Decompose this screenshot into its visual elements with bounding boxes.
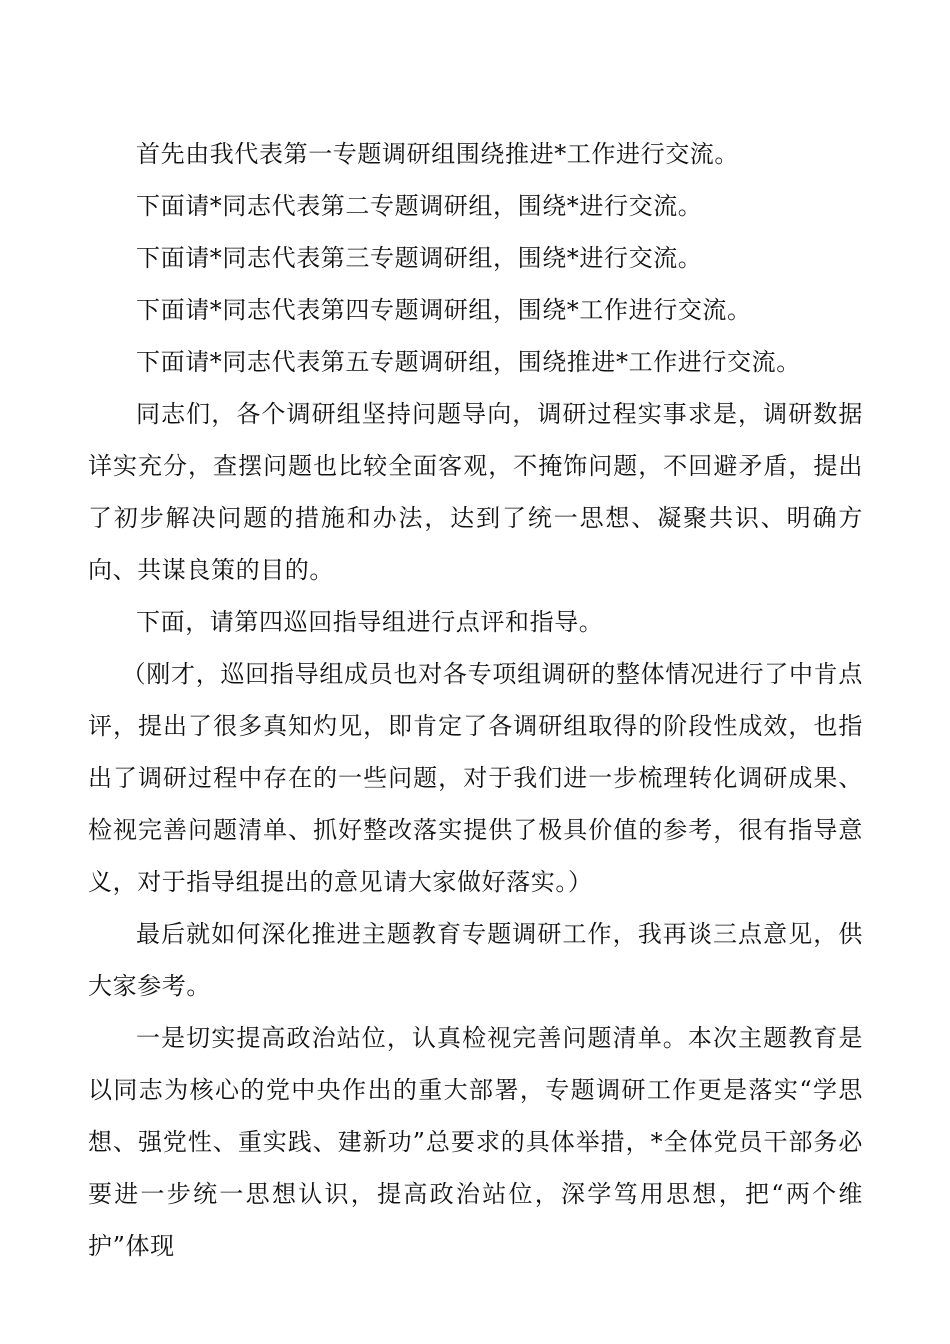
paragraph-7: 下面，请第四巡回指导组进行点评和指导。: [136, 608, 604, 636]
paragraph-10: 一是切实提高政治站位，认真检视完善问题清单。本次主题教育是以同志为核心的党中央作出的重大部署，专题调研工作更是落实“学思想、强党性、重实践、建新功”总要求的具体举措，*全体党员干部务必要进一步统一思想认识，提高政治站位，深学笃用思想，把“两个维护”体现: [88, 1024, 863, 1260]
paragraph-8: （刚才，巡回指导组成员也对各专项组调研的整体情况进行了中肯点评，提出了很多真知灼见，即肯定了各调研组取得的阶段性成效，也指出了调研过程中存在的一些问题，对于我们进一步梳理转化调研成果、检视完善问题清单、抓好整改落实提供了极具价值的参考，很有指导意义，对于指导组提出的意见请大家做好落实。）: [88, 660, 863, 896]
paragraph-6: 同志们，各个调研组坚持问题导向，调研过程实事求是，调研数据详实充分，查摆问题也比较全面客观，不掩饰问题，不回避矛盾，提出了初步解决问题的措施和办法，达到了统一思想、凝聚共识、明确方向、共谋良策的目的。: [88, 400, 863, 584]
paragraph-5: 下面请*同志代表第五专题调研组，围绕推进*工作进行交流。: [136, 348, 801, 376]
paragraph-1: 首先由我代表第一专题调研组围绕推进*工作进行交流。: [136, 140, 739, 168]
document-body: [88, 128, 863, 1272]
paragraph-4: 下面请*同志代表第四专题调研组，围绕*工作进行交流。: [136, 296, 752, 324]
paragraph-3: 下面请*同志代表第三专题调研组，围绕*进行交流。: [136, 244, 703, 272]
paragraph-9: 最后就如何深化推进主题教育专题调研工作，我再谈三点意见，供大家参考。: [88, 920, 863, 1000]
paragraph-2: 下面请*同志代表第二专题调研组，围绕*进行交流。: [136, 192, 703, 220]
